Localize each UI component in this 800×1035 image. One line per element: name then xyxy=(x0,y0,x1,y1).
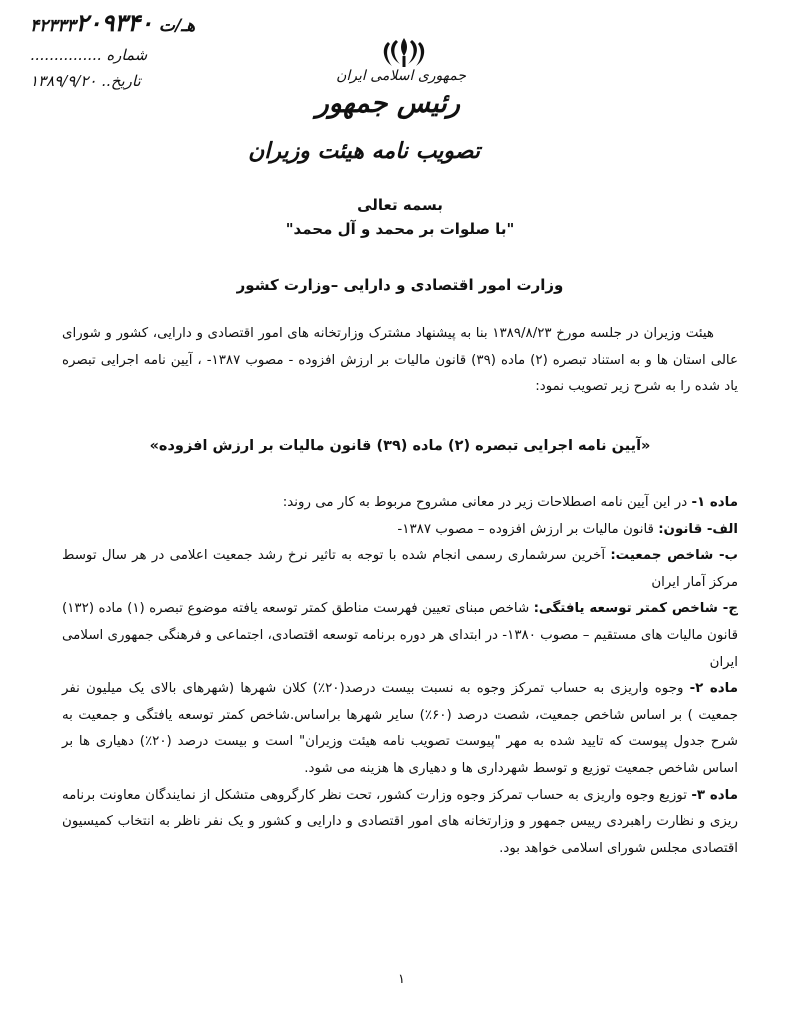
regulation-title: «آیین نامه اجرایی تبصره (۲) ماده (۳۹) قانون مالیات بر ارزش افزوده» xyxy=(149,438,651,454)
definition-c xyxy=(62,596,738,676)
definition-b-text: آخرین سرشماری رسمی انجام شده با توجه به تاثیر نرخ رشد جمعیت اعلامی در هر سال توسط مرکز آمار ایران xyxy=(62,548,738,590)
article-3-text: توزیع وجوه واریزی به حساب تمرکز وجوه وزارت کشور، تحت نظر کارگروهی متشکل از نمایندگان معاونت برنامه ریزی و نظارت راهبردی رییس جمهور و وزارتخانه های امور اقتصادی و دارایی و کشور و یک نفر ناظر به انتخاب کمیسیون اقتصادی مجلس شورای اسلامی خواهد بود. xyxy=(62,787,738,856)
president-header: رئیس جمهور xyxy=(315,88,460,119)
article-3-label: ماده ۳- xyxy=(691,787,738,803)
article-1 xyxy=(62,490,738,517)
republic-header: جمهوری اسلامی ایران xyxy=(336,68,466,84)
reference-suffix: ت xyxy=(158,16,175,36)
article-1-text: در این آیین نامه اصطلاحات زیر در معانی مشروح مربوط به کار می روند: xyxy=(282,495,692,510)
definition-a xyxy=(62,517,738,544)
date-label: تاریخ xyxy=(110,72,141,90)
article-2-text: وجوه واریزی به حساب تمرکز وجوه به نسبت بیست درصد(۲۰٪) کلان شهرها (شهرهای بالای یک میلیون نفر جمعیت ) بر اساس شاخص جمعیت، شصت درصد (۶۰٪) سایر شهرها براساس.شاخص کمتر توسعه یافتگی و جمعیت به شرح جدول پیوست که تایید شده به مهر "پیوست تصویب نامه هیئت وزیران" است و بیست درصد (۲۰٪) دهیاری ها بر اساس شاخص جمعیت توزیع و توسط شهرداری ها و دهیاری ها هزینه می شود. xyxy=(62,681,738,776)
decree-header: تصویب نامه هیئت وزیران xyxy=(248,138,480,164)
article-2 xyxy=(62,676,738,782)
definition-a-text: قانون مالیات بر ارزش افزوده – مصوب ۱۳۸۷- xyxy=(397,521,659,537)
ministries-heading: وزارت امور اقتصادی و دارایی –وزارت کشور xyxy=(236,276,564,294)
definition-c-label: ج- شاخص کمتر توسعه یافتگی: xyxy=(533,601,738,617)
salawat-heading: "با صلوات بر محمد و آل محمد" xyxy=(285,220,515,238)
bismillah-heading: بسمه تعالی xyxy=(357,196,443,214)
intro-paragraph: هیئت وزیران در جلسه مورخ ۱۳۸۹/۸/۲۳ بنا به پیشنهاد مشترک وزارتخانه های امور اقتصادی و دارایی، کشور و شورای عالی استان ها و به استناد تبصره (۲) ماده (۳۹) قانون مالیات بر ارزش افزوده - مصوب ۱۳۸۷- ، آیین نامه اجرایی تبصره یاد شده را به شرح زیر تصویب نمود: xyxy=(62,326,739,395)
definition-b xyxy=(62,543,738,596)
definition-c-text: شاخص مبنای تعیین فهرست مناطق کمتر توسعه یافته موضوع تبصره (۱) ماده (۱۳۲) قانون مالیات های مستقیم – مصوب ۱۳۸۰- در ابتدای هر دوره برنامه توسعه اقتصادی، اجتماعی و فرهنگی جمهوری اسلامی ایران xyxy=(62,601,739,670)
number-field xyxy=(30,46,147,64)
definition-a-label: الف- قانون: xyxy=(658,521,738,537)
date-value: ۱۳۸۹/۹/۲۰ xyxy=(30,72,97,90)
reference-number: ۴۲۳۳۳هـ/ت ۲۰۹۳۴۰ xyxy=(30,8,196,37)
number-label: شماره xyxy=(106,46,148,64)
article-2-label: ماده ۲- xyxy=(689,681,738,697)
definition-b-label: ب- شاخص جمعیت: xyxy=(610,548,738,564)
articles-section xyxy=(62,490,738,862)
date-field: ۱۳۸۹/۹/۲۰ ..تاریخ xyxy=(30,72,141,90)
reference-stamp: ۲۰۹۳۴۰ xyxy=(75,8,153,37)
iran-emblem-icon xyxy=(378,36,430,68)
page-number: ۱ xyxy=(398,972,405,987)
number-dots: ............... xyxy=(30,46,102,64)
article-1-label: ماده ۱- xyxy=(691,495,738,510)
reference-number-text: ۴۲۳۳۳هـ xyxy=(30,16,196,36)
article-3 xyxy=(62,783,738,863)
